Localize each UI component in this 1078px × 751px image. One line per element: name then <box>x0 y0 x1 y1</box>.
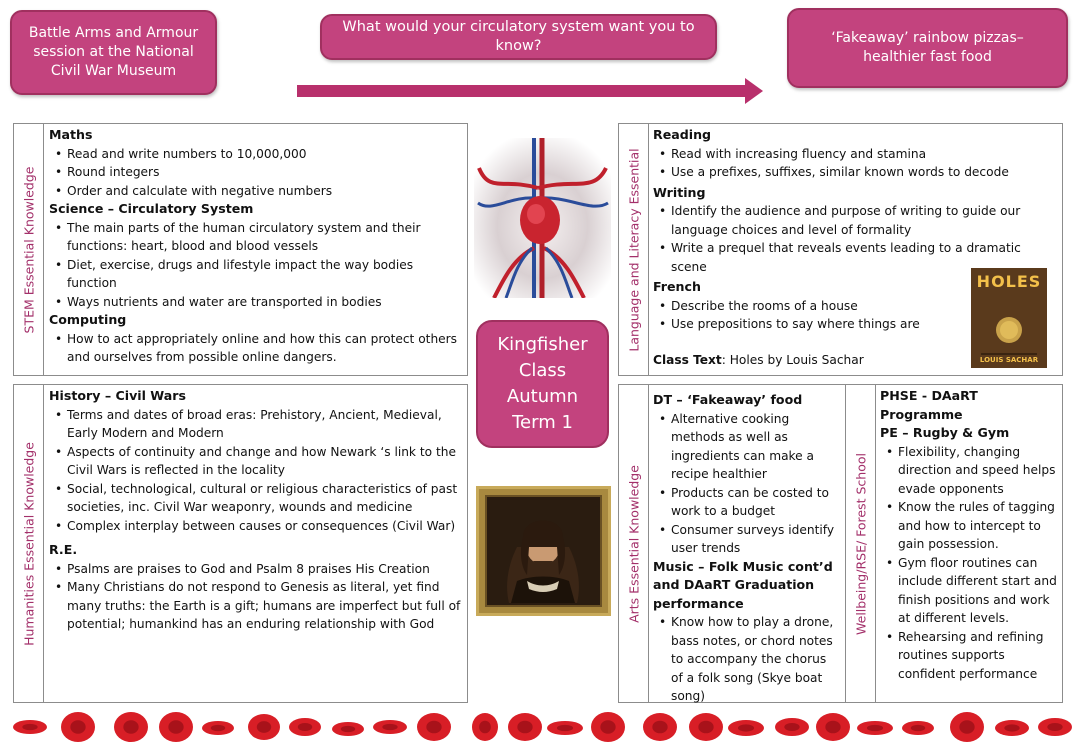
literacy-side <box>619 124 649 375</box>
list-item: • Gym floor routines can include different start and finish positions and work at different levels. <box>880 554 1058 628</box>
blood-cell-center <box>738 724 754 731</box>
wellbeing-side <box>846 385 876 702</box>
book-cover-image <box>971 268 1047 368</box>
blood-cell-center <box>22 724 37 730</box>
blood-cell-center <box>426 721 441 734</box>
dt-list <box>653 410 841 558</box>
blood-cell-center <box>298 723 312 731</box>
portrait-image <box>476 486 611 616</box>
list-item: • Use prepositions to say where things are <box>653 315 953 334</box>
banner-fakeaway-pizzas: ‘Fakeaway’ rainbow pizzas– healthier fast food <box>787 8 1068 88</box>
blood-cell-center <box>698 721 713 734</box>
list-item: • Identify the audience and purpose of writing to guide our language choices and level of formality <box>653 202 1058 239</box>
banner-civil-war-museum: Battle Arms and Armour session at the National Civil War Museum <box>10 10 217 95</box>
class-title-line: Class <box>518 360 567 381</box>
list-item: • Terms and dates of broad eras: Prehistory, Ancient, Medieval, Early Modern and Modern <box>49 406 463 443</box>
list-item: • Products can be costed to work to a budget <box>653 484 841 521</box>
blood-cell-center <box>211 725 225 731</box>
class-title-line: Term 1 <box>512 412 573 433</box>
list-item: • Flexibility, changing direction and speed helps evade opponents <box>880 443 1058 499</box>
computing-heading: Computing <box>49 312 127 327</box>
list-item: • Read with increasing fluency and stamina <box>653 145 1058 164</box>
banner-circulatory-question: What would your circulatory system want you to know? <box>320 14 717 60</box>
blood-cell-center <box>911 725 925 731</box>
book-cover-title: HOLES <box>976 272 1042 291</box>
blood-cell-center <box>557 725 573 731</box>
list-item: • Describe the rooms of a house <box>653 297 953 316</box>
maths-heading: Maths <box>49 127 93 142</box>
re-heading: R.E. <box>49 542 78 557</box>
list-item: • Ways nutrients and water are transported in bodies <box>49 293 463 312</box>
maths-list <box>49 145 463 201</box>
reading-heading: Reading <box>653 127 712 142</box>
list-item: • Aspects of continuity and change and how Newark ‘s link to the Civil Wars is reflected in the locality <box>49 443 463 480</box>
blood-cell-center <box>652 721 667 734</box>
arts-content <box>653 387 841 706</box>
writing-heading: Writing <box>653 184 706 200</box>
reading-list <box>653 145 1058 182</box>
blood-cell-center <box>867 725 883 731</box>
arts-side <box>619 385 649 702</box>
blood-cell-center <box>1004 724 1019 731</box>
wellbeing-label: Wellbeing/RSE/ Forest School <box>853 452 868 635</box>
blood-cell-center <box>825 721 840 734</box>
dt-heading: DT – ‘Fakeaway’ food <box>653 392 803 407</box>
humanities-content <box>49 387 463 634</box>
list-item: • Order and calculate with negative numbers <box>49 182 463 201</box>
list-item: • Social, technological, cultural or religious characteristics of past societies, inc. Civil War weaponry, wounds and medicine <box>49 480 463 517</box>
french-list <box>653 297 953 334</box>
list-item: • Complex interplay between causes or consequences (Civil War) <box>49 517 463 536</box>
list-item: • Many Christians do not respond to Genesis as literal, yet find many truths: the Earth is a gift; humans are imperfect but full of potential; humankind has an enduring relationship with God <box>49 578 463 634</box>
science-heading: Science – Circulatory System <box>49 201 254 216</box>
humanities-side <box>14 385 44 702</box>
blood-cell-center <box>70 720 85 734</box>
progress-arrow-line <box>297 85 749 97</box>
progress-arrow-head <box>745 78 763 104</box>
blood-cell-center <box>123 720 138 734</box>
blood-cell-center <box>959 720 974 734</box>
writing-list <box>653 202 1058 276</box>
blood-cell-center <box>479 721 491 734</box>
arts-panel <box>618 384 846 703</box>
re-list <box>49 560 463 634</box>
list-item: • Use a prefixes, suffixes, similar known words to decode <box>653 163 1058 182</box>
portrait-canvas <box>485 495 602 607</box>
computing-list <box>49 330 463 367</box>
humanities-label: Humanities Essential Knowledge <box>21 441 36 646</box>
pe-list <box>880 443 1058 684</box>
list-item: • Round integers <box>49 163 463 182</box>
blood-cell-center <box>341 726 355 732</box>
list-item: • Psalms are praises to God and Psalm 8 praises His Creation <box>49 560 463 579</box>
blood-cell-center <box>382 724 397 730</box>
list-item: • Write a prequel that reveals events leading to a dramatic scene <box>653 239 1058 276</box>
stem-content <box>49 126 463 367</box>
blood-cell-center <box>784 723 799 731</box>
humanities-panel <box>13 384 468 703</box>
list-item: • The main parts of the human circulatory system and their functions: heart, blood and blood vessels <box>49 219 463 256</box>
book-cover-author: LOUIS SACHAR <box>979 356 1039 364</box>
stem-label: STEM Essential Knowledge <box>21 166 36 333</box>
french-heading: French <box>653 279 701 294</box>
wellbeing-panel <box>845 384 1063 703</box>
class-title-line: Kingfisher <box>497 334 588 355</box>
list-item: • Rehearsing and refining routines supports confident performance <box>880 628 1058 684</box>
science-list <box>49 219 463 312</box>
blood-cells-decoration <box>0 708 1078 748</box>
arts-label: Arts Essential Knowledge <box>626 464 641 623</box>
class-title-box <box>476 320 609 448</box>
history-heading: History – Civil Wars <box>49 388 186 403</box>
pe-heading: PE – Rugby & Gym <box>880 425 1010 440</box>
class-title-line: Autumn <box>506 386 579 407</box>
list-item: • Read and write numbers to 10,000,000 <box>49 145 463 164</box>
stem-side <box>14 124 44 375</box>
stem-panel <box>13 123 468 376</box>
blood-cell-center <box>517 721 532 734</box>
music-heading: Music – Folk Music cont’d and DAaRT Graduation performance <box>653 558 833 611</box>
list-item: • Consumer surveys identify user trends <box>653 521 841 558</box>
wellbeing-content <box>880 387 1058 683</box>
music-list <box>653 613 841 706</box>
blood-cell-center <box>257 721 271 733</box>
class-text-value: : Holes by Louis Sachar <box>721 352 864 367</box>
list-item: • Alternative cooking methods as well as ingredients can make a recipe healthier <box>653 410 841 484</box>
literacy-label: Language and Literacy Essential <box>626 147 641 352</box>
list-item: • Diet, exercise, drugs and lifestyle impact the way bodies function <box>49 256 463 293</box>
circulatory-system-image <box>474 138 611 298</box>
list-item: • Know how to play a drone, bass notes, or chord notes to accompany the chorus of a folk song (Skye boat song) <box>653 613 841 706</box>
blood-cell-center <box>1047 723 1062 731</box>
blood-cells-group <box>13 712 1072 742</box>
blood-cell-center <box>600 720 615 734</box>
history-list <box>49 406 463 536</box>
class-text-label: Class Text <box>653 352 722 367</box>
list-item: • How to act appropriately online and how this can protect others and ourselves from possible online dangers. <box>49 330 463 367</box>
blood-cell-center <box>168 720 183 734</box>
list-item: • Know the rules of tagging and how to intercept to gain possession. <box>880 498 1058 554</box>
phse-heading: PHSE - DAaRT Programme <box>880 388 978 422</box>
